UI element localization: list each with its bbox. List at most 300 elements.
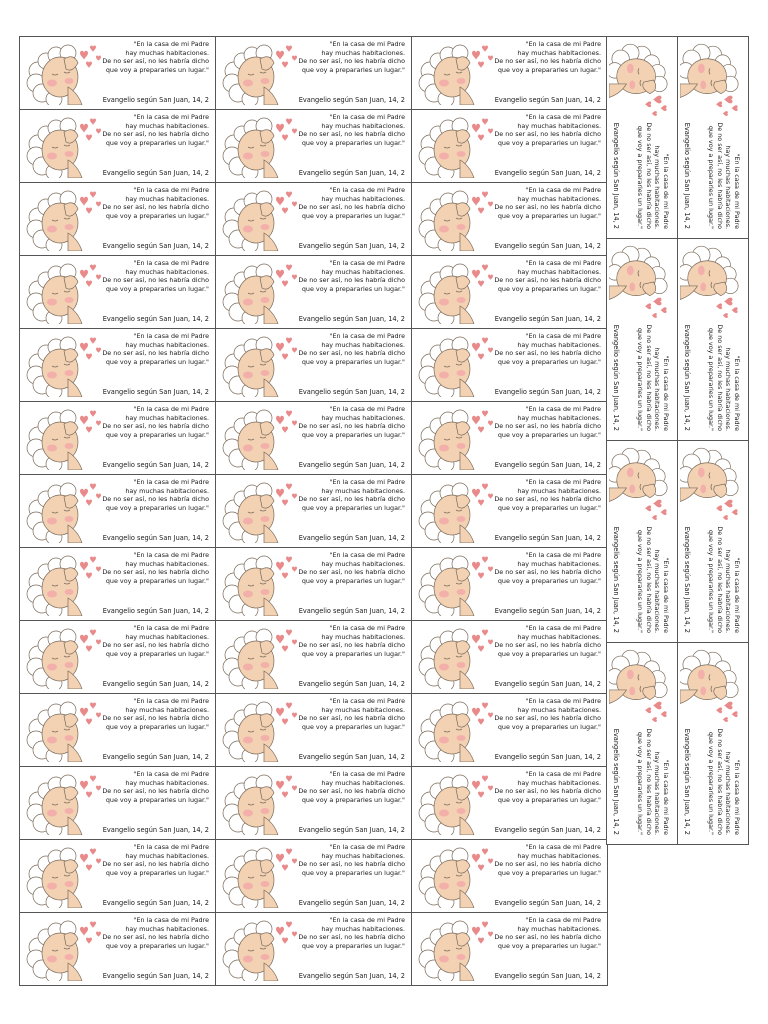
verse-card: [411, 109, 608, 183]
verse-reference: Evangelio según San Juan, 14, 2: [102, 753, 209, 761]
verse-line: hay muchas habitaciones.: [125, 486, 209, 495]
verse-line: que voy a prepararles un lugar.": [497, 649, 601, 658]
verse-line: que voy a prepararles un lugar.": [497, 430, 601, 439]
verse-line: hay muchas habitaciones.: [125, 705, 209, 714]
verse-reference: Evangelio según San Juan, 14, 2: [102, 899, 209, 907]
verse-card: [19, 693, 216, 767]
verse-line: De no ser así, no les habría dicho: [102, 860, 209, 869]
verse-line: hay muchas habitaciones.: [125, 48, 209, 57]
verse-text: [707, 113, 741, 229]
verse-text: [287, 259, 405, 293]
verse-line: De no ser así, no les habría dicho: [494, 422, 601, 431]
verse-line: hay muchas habitaciones.: [321, 632, 405, 641]
sheep-praying-icon: [680, 647, 742, 729]
verse-reference: Evangelio según San Juan, 14, 2: [494, 607, 601, 615]
verse-card: [411, 766, 608, 840]
verse-line: hay muchas habitaciones.: [125, 924, 209, 933]
verse-line: que voy a prepararles un lugar.": [105, 430, 209, 439]
verse-text: [483, 259, 601, 293]
verse-line: que voy a prepararles un lugar.": [301, 649, 405, 658]
verse-reference: Evangelio según San Juan, 14, 2: [298, 461, 405, 469]
verse-line: "En la casa de mi Padre: [525, 113, 601, 121]
verse-line: hay muchas habitaciones.: [321, 705, 405, 714]
verse-line: De no ser así, no les habría dicho: [298, 130, 405, 139]
verse-line: "En la casa de mi Padre: [662, 759, 670, 835]
verse-text: [636, 517, 670, 633]
verse-line: "En la casa de mi Padre: [133, 186, 209, 194]
verse-line: hay muchas habitaciones.: [517, 778, 601, 787]
verse-text: [483, 478, 601, 512]
verse-text: [91, 405, 209, 439]
verse-line: que voy a prepararles un lugar.": [497, 503, 601, 512]
verse-line: que voy a prepararles un lugar.": [301, 65, 405, 74]
verse-line: que voy a prepararles un lugar.": [301, 430, 405, 439]
verse-line: "En la casa de mi Padre: [329, 624, 405, 632]
verse-card: [411, 401, 608, 475]
verse-line: hay muchas habitaciones.: [321, 559, 405, 568]
verse-text: [483, 916, 601, 950]
verse-card: [19, 547, 216, 621]
verse-line: hay muchas habitaciones.: [321, 778, 405, 787]
verse-text: [287, 843, 405, 877]
verse-card: [215, 182, 412, 256]
verse-card: [215, 839, 412, 913]
verse-card: [411, 693, 608, 767]
verse-line: hay muchas habitaciones.: [653, 347, 662, 431]
verse-line: "En la casa de mi Padre: [525, 259, 601, 267]
verse-reference: Evangelio según San Juan, 14, 2: [494, 899, 601, 907]
verse-line: hay muchas habitaciones.: [321, 194, 405, 203]
verse-line: De no ser así, no les habría dicho: [644, 122, 653, 229]
verse-text: [91, 624, 209, 658]
verse-line: que voy a prepararles un lugar.": [301, 941, 405, 950]
verse-line: hay muchas habitaciones.: [517, 486, 601, 495]
verse-line: De no ser así, no les habría dicho: [494, 495, 601, 504]
verse-line: De no ser así, no les habría dicho: [494, 130, 601, 139]
verse-line: De no ser así, no les habría dicho: [298, 787, 405, 796]
verse-line: De no ser así, no les habría dicho: [298, 422, 405, 431]
sheep-praying-icon: [609, 243, 671, 325]
verse-text: [287, 770, 405, 804]
verse-line: De no ser así, no les habría dicho: [298, 933, 405, 942]
verse-card: [411, 839, 608, 913]
verse-reference: Evangelio según San Juan, 14, 2: [494, 534, 601, 542]
verse-text: [287, 186, 405, 220]
verse-reference: Evangelio según San Juan, 14, 2: [494, 242, 601, 250]
verse-card: [215, 255, 412, 329]
verse-text: [483, 624, 601, 658]
verse-line: "En la casa de mi Padre: [133, 332, 209, 340]
verse-line: "En la casa de mi Padre: [525, 770, 601, 778]
verse-line: De no ser así, no les habría dicho: [715, 728, 724, 835]
verse-text: [483, 697, 601, 731]
verse-reference: Evangelio según San Juan, 14, 2: [102, 534, 209, 542]
verse-card: [215, 693, 412, 767]
verse-reference: Evangelio según San Juan, 14, 2: [298, 388, 405, 396]
verse-card: [19, 255, 216, 329]
verse-line: De no ser así, no les habría dicho: [298, 349, 405, 358]
verse-reference: Evangelio según San Juan, 14, 2: [494, 315, 601, 323]
verse-line: "En la casa de mi Padre: [329, 551, 405, 559]
verse-text: [287, 332, 405, 366]
verse-line: De no ser así, no les habría dicho: [102, 641, 209, 650]
verse-text: [91, 186, 209, 220]
verse-line: De no ser así, no les habría dicho: [102, 57, 209, 66]
verse-reference: Evangelio según San Juan, 14, 2: [298, 169, 405, 177]
verse-line: "En la casa de mi Padre: [733, 557, 741, 633]
verse-line: De no ser así, no les habría dicho: [298, 276, 405, 285]
verse-line: De no ser así, no les habría dicho: [102, 568, 209, 577]
verse-line: De no ser así, no les habría dicho: [494, 568, 601, 577]
verse-card: [411, 328, 608, 402]
verse-line: "En la casa de mi Padre: [329, 405, 405, 413]
sheep-praying-icon: [609, 445, 671, 527]
verse-reference: Evangelio según San Juan, 14, 2: [494, 972, 601, 980]
verse-line: "En la casa de mi Padre: [133, 624, 209, 632]
verse-line: hay muchas habitaciones.: [321, 924, 405, 933]
verse-line: hay muchas habitaciones.: [125, 851, 209, 860]
verse-text: [636, 719, 670, 835]
verse-line: "En la casa de mi Padre: [329, 697, 405, 705]
verse-line: De no ser así, no les habría dicho: [102, 787, 209, 796]
verse-line: que voy a prepararles un lugar.": [497, 795, 601, 804]
verse-text: [287, 478, 405, 512]
verse-card-vertical: [606, 642, 678, 845]
verse-line: hay muchas habitaciones.: [321, 121, 405, 130]
verse-reference: Evangelio según San Juan, 14, 2: [494, 826, 601, 834]
verse-card-vertical: [677, 440, 749, 643]
verse-reference: Evangelio según San Juan, 14, 2: [683, 526, 691, 633]
verse-line: que voy a prepararles un lugar.": [105, 284, 209, 293]
verse-card-vertical: [606, 238, 678, 441]
verse-text: [483, 843, 601, 877]
verse-line: hay muchas habitaciones.: [653, 751, 662, 835]
verse-line: hay muchas habitaciones.: [517, 559, 601, 568]
verse-line: hay muchas habitaciones.: [724, 145, 733, 229]
verse-line: hay muchas habitaciones.: [125, 267, 209, 276]
verse-line: "En la casa de mi Padre: [329, 770, 405, 778]
verse-card: [411, 474, 608, 548]
verse-line: que voy a prepararles un lugar.": [707, 731, 716, 835]
verse-line: "En la casa de mi Padre: [733, 153, 741, 229]
verse-card-vertical: [606, 36, 678, 239]
verse-line: "En la casa de mi Padre: [525, 405, 601, 413]
verse-line: que voy a prepararles un lugar.": [497, 722, 601, 731]
verse-card: [19, 36, 216, 110]
verse-line: que voy a prepararles un lugar.": [105, 211, 209, 220]
verse-text: [483, 405, 601, 439]
verse-reference: Evangelio según San Juan, 14, 2: [102, 96, 209, 104]
verse-reference: Evangelio según San Juan, 14, 2: [102, 169, 209, 177]
verse-card: [215, 547, 412, 621]
verse-reference: Evangelio según San Juan, 14, 2: [102, 461, 209, 469]
verse-card: [215, 474, 412, 548]
verse-card-vertical: [677, 238, 749, 441]
verse-card: [215, 401, 412, 475]
verse-line: que voy a prepararles un lugar.": [301, 503, 405, 512]
verse-reference: Evangelio según San Juan, 14, 2: [298, 534, 405, 542]
verse-line: que voy a prepararles un lugar.": [105, 357, 209, 366]
verse-text: [91, 332, 209, 366]
verse-line: "En la casa de mi Padre: [525, 551, 601, 559]
verse-card: [19, 328, 216, 402]
verse-line: que voy a prepararles un lugar.": [105, 649, 209, 658]
verse-line: que voy a prepararles un lugar.": [105, 795, 209, 804]
verse-text: [287, 40, 405, 74]
verse-line: que voy a prepararles un lugar.": [707, 125, 716, 229]
verse-reference: Evangelio según San Juan, 14, 2: [298, 96, 405, 104]
verse-line: hay muchas habitaciones.: [724, 549, 733, 633]
verse-line: hay muchas habitaciones.: [517, 924, 601, 933]
verse-line: De no ser así, no les habría dicho: [102, 130, 209, 139]
verse-card: [411, 912, 608, 986]
verse-line: que voy a prepararles un lugar.": [497, 211, 601, 220]
verse-reference: Evangelio según San Juan, 14, 2: [298, 680, 405, 688]
verse-line: hay muchas habitaciones.: [517, 267, 601, 276]
verse-reference: Evangelio según San Juan, 14, 2: [298, 753, 405, 761]
verse-text: [91, 697, 209, 731]
verse-line: "En la casa de mi Padre: [662, 557, 670, 633]
verse-line: De no ser así, no les habría dicho: [494, 641, 601, 650]
verse-line: que voy a prepararles un lugar.": [301, 868, 405, 877]
sheep-praying-icon: [680, 41, 742, 123]
verse-reference: Evangelio según San Juan, 14, 2: [298, 315, 405, 323]
verse-line: que voy a prepararles un lugar.": [497, 576, 601, 585]
verse-card: [19, 839, 216, 913]
verse-text: [483, 551, 601, 585]
verse-line: que voy a prepararles un lugar.": [707, 529, 716, 633]
verse-line: "En la casa de mi Padre: [525, 478, 601, 486]
verse-line: De no ser así, no les habría dicho: [715, 526, 724, 633]
verse-text: [287, 916, 405, 950]
verse-card: [411, 255, 608, 329]
verse-text: [483, 332, 601, 366]
verse-line: que voy a prepararles un lugar.": [497, 138, 601, 147]
verse-line: "En la casa de mi Padre: [329, 916, 405, 924]
verse-text: [287, 624, 405, 658]
verse-line: hay muchas habitaciones.: [724, 751, 733, 835]
verse-line: que voy a prepararles un lugar.": [636, 529, 645, 633]
verse-text: [287, 405, 405, 439]
verse-card-vertical: [677, 642, 749, 845]
verse-reference: Evangelio según San Juan, 14, 2: [494, 169, 601, 177]
verse-line: "En la casa de mi Padre: [133, 478, 209, 486]
verse-text: [91, 843, 209, 877]
verse-line: De no ser así, no les habría dicho: [298, 714, 405, 723]
verse-reference: Evangelio según San Juan, 14, 2: [298, 899, 405, 907]
verse-card-vertical: [677, 36, 749, 239]
verse-line: De no ser así, no les habría dicho: [102, 422, 209, 431]
verse-line: que voy a prepararles un lugar.": [105, 941, 209, 950]
verse-line: "En la casa de mi Padre: [525, 624, 601, 632]
verse-line: que voy a prepararles un lugar.": [636, 731, 645, 835]
verse-line: De no ser así, no les habría dicho: [644, 324, 653, 431]
verse-reference: Evangelio según San Juan, 14, 2: [494, 680, 601, 688]
verse-line: De no ser así, no les habría dicho: [494, 57, 601, 66]
verse-text: [91, 259, 209, 293]
verse-line: que voy a prepararles un lugar.": [707, 327, 716, 431]
verse-line: "En la casa de mi Padre: [133, 405, 209, 413]
verse-reference: Evangelio según San Juan, 14, 2: [612, 526, 620, 633]
verse-line: De no ser así, no les habría dicho: [102, 349, 209, 358]
verse-line: que voy a prepararles un lugar.": [497, 868, 601, 877]
verse-line: hay muchas habitaciones.: [517, 121, 601, 130]
verse-card: [411, 36, 608, 110]
verse-reference: Evangelio según San Juan, 14, 2: [102, 607, 209, 615]
verse-line: De no ser así, no les habría dicho: [494, 933, 601, 942]
verse-line: "En la casa de mi Padre: [329, 332, 405, 340]
verse-line: "En la casa de mi Padre: [329, 40, 405, 48]
verse-line: "En la casa de mi Padre: [733, 355, 741, 431]
verse-line: "En la casa de mi Padre: [329, 113, 405, 121]
verse-card: [19, 912, 216, 986]
sheep-praying-icon: [680, 445, 742, 527]
verse-line: que voy a prepararles un lugar.": [636, 327, 645, 431]
verse-line: que voy a prepararles un lugar.": [301, 576, 405, 585]
verse-line: De no ser así, no les habría dicho: [298, 203, 405, 212]
verse-line: hay muchas habitaciones.: [653, 145, 662, 229]
verse-line: que voy a prepararles un lugar.": [105, 65, 209, 74]
verse-line: De no ser así, no les habría dicho: [298, 57, 405, 66]
verse-line: De no ser así, no les habría dicho: [644, 728, 653, 835]
verse-line: De no ser así, no les habría dicho: [298, 860, 405, 869]
verse-reference: Evangelio según San Juan, 14, 2: [683, 728, 691, 835]
verse-line: hay muchas habitaciones.: [321, 340, 405, 349]
verse-line: que voy a prepararles un lugar.": [301, 357, 405, 366]
verse-line: hay muchas habitaciones.: [321, 48, 405, 57]
verse-line: hay muchas habitaciones.: [321, 486, 405, 495]
verse-line: hay muchas habitaciones.: [125, 413, 209, 422]
verse-line: hay muchas habitaciones.: [517, 194, 601, 203]
verse-text: [91, 770, 209, 804]
verse-card: [215, 766, 412, 840]
verse-line: que voy a prepararles un lugar.": [497, 357, 601, 366]
verse-line: hay muchas habitaciones.: [517, 851, 601, 860]
verse-line: De no ser así, no les habría dicho: [102, 495, 209, 504]
verse-line: que voy a prepararles un lugar.": [497, 284, 601, 293]
verse-line: "En la casa de mi Padre: [662, 355, 670, 431]
verse-line: hay muchas habitaciones.: [125, 559, 209, 568]
verse-reference: Evangelio según San Juan, 14, 2: [298, 607, 405, 615]
verse-reference: Evangelio según San Juan, 14, 2: [612, 728, 620, 835]
verse-line: que voy a prepararles un lugar.": [497, 941, 601, 950]
verse-line: hay muchas habitaciones.: [517, 48, 601, 57]
verse-line: "En la casa de mi Padre: [525, 186, 601, 194]
verse-line: hay muchas habitaciones.: [724, 347, 733, 431]
verse-line: "En la casa de mi Padre: [733, 759, 741, 835]
verse-text: [707, 517, 741, 633]
verse-text: [287, 697, 405, 731]
verse-text: [636, 315, 670, 431]
verse-text: [91, 113, 209, 147]
verse-line: hay muchas habitaciones.: [321, 267, 405, 276]
verse-card: [411, 547, 608, 621]
verse-reference: Evangelio según San Juan, 14, 2: [298, 972, 405, 980]
verse-reference: Evangelio según San Juan, 14, 2: [683, 324, 691, 431]
verse-line: "En la casa de mi Padre: [525, 697, 601, 705]
verse-line: que voy a prepararles un lugar.": [105, 138, 209, 147]
verse-line: que voy a prepararles un lugar.": [497, 65, 601, 74]
verse-reference: Evangelio según San Juan, 14, 2: [612, 122, 620, 229]
verse-line: hay muchas habitaciones.: [517, 705, 601, 714]
verse-text: [483, 113, 601, 147]
verse-line: que voy a prepararles un lugar.": [301, 138, 405, 147]
verse-line: hay muchas habitaciones.: [653, 549, 662, 633]
verse-text: [707, 719, 741, 835]
verse-card: [215, 109, 412, 183]
verse-card-vertical: [606, 440, 678, 643]
verse-text: [287, 113, 405, 147]
verse-reference: Evangelio según San Juan, 14, 2: [102, 388, 209, 396]
verse-line: De no ser así, no les habría dicho: [494, 276, 601, 285]
verse-reference: Evangelio según San Juan, 14, 2: [102, 680, 209, 688]
verse-text: [707, 315, 741, 431]
verse-line: De no ser así, no les habría dicho: [494, 787, 601, 796]
verse-card: [411, 620, 608, 694]
verse-line: "En la casa de mi Padre: [133, 697, 209, 705]
verse-card: [411, 182, 608, 256]
verse-card: [19, 474, 216, 548]
verse-text: [91, 551, 209, 585]
verse-line: "En la casa de mi Padre: [525, 843, 601, 851]
verse-text: [483, 40, 601, 74]
verse-line: De no ser así, no les habría dicho: [298, 568, 405, 577]
verse-line: "En la casa de mi Padre: [329, 843, 405, 851]
verse-line: "En la casa de mi Padre: [329, 186, 405, 194]
verse-text: [91, 916, 209, 950]
verse-reference: Evangelio según San Juan, 14, 2: [102, 315, 209, 323]
verse-line: De no ser así, no les habría dicho: [494, 860, 601, 869]
verse-line: "En la casa de mi Padre: [329, 478, 405, 486]
verse-text: [91, 40, 209, 74]
verse-reference: Evangelio según San Juan, 14, 2: [102, 242, 209, 250]
verse-line: De no ser así, no les habría dicho: [644, 526, 653, 633]
sheep-praying-icon: [609, 647, 671, 729]
verse-line: que voy a prepararles un lugar.": [105, 722, 209, 731]
verse-line: "En la casa de mi Padre: [525, 332, 601, 340]
verse-line: "En la casa de mi Padre: [133, 843, 209, 851]
verse-line: "En la casa de mi Padre: [525, 916, 601, 924]
verse-text: [483, 770, 601, 804]
verse-line: De no ser así, no les habría dicho: [715, 324, 724, 431]
verse-line: hay muchas habitaciones.: [321, 413, 405, 422]
verse-reference: Evangelio según San Juan, 14, 2: [612, 324, 620, 431]
verse-line: hay muchas habitaciones.: [125, 194, 209, 203]
verse-reference: Evangelio según San Juan, 14, 2: [683, 122, 691, 229]
verse-line: "En la casa de mi Padre: [133, 916, 209, 924]
verse-reference: Evangelio según San Juan, 14, 2: [494, 753, 601, 761]
verse-line: "En la casa de mi Padre: [525, 40, 601, 48]
verse-line: hay muchas habitaciones.: [125, 340, 209, 349]
verse-text: [483, 186, 601, 220]
verse-line: De no ser así, no les habría dicho: [102, 203, 209, 212]
verse-line: "En la casa de mi Padre: [133, 770, 209, 778]
verse-line: hay muchas habitaciones.: [517, 413, 601, 422]
verse-line: que voy a prepararles un lugar.": [105, 503, 209, 512]
verse-line: De no ser así, no les habría dicho: [494, 203, 601, 212]
verse-line: De no ser así, no les habría dicho: [102, 714, 209, 723]
verse-line: "En la casa de mi Padre: [329, 259, 405, 267]
verse-line: De no ser así, no les habría dicho: [102, 933, 209, 942]
verse-line: "En la casa de mi Padre: [133, 113, 209, 121]
verse-line: que voy a prepararles un lugar.": [301, 211, 405, 220]
sheep-praying-icon: [680, 243, 742, 325]
verse-card: [19, 620, 216, 694]
verse-line: que voy a prepararles un lugar.": [301, 284, 405, 293]
verse-line: que voy a prepararles un lugar.": [105, 868, 209, 877]
verse-reference: Evangelio según San Juan, 14, 2: [102, 826, 209, 834]
verse-reference: Evangelio según San Juan, 14, 2: [494, 96, 601, 104]
